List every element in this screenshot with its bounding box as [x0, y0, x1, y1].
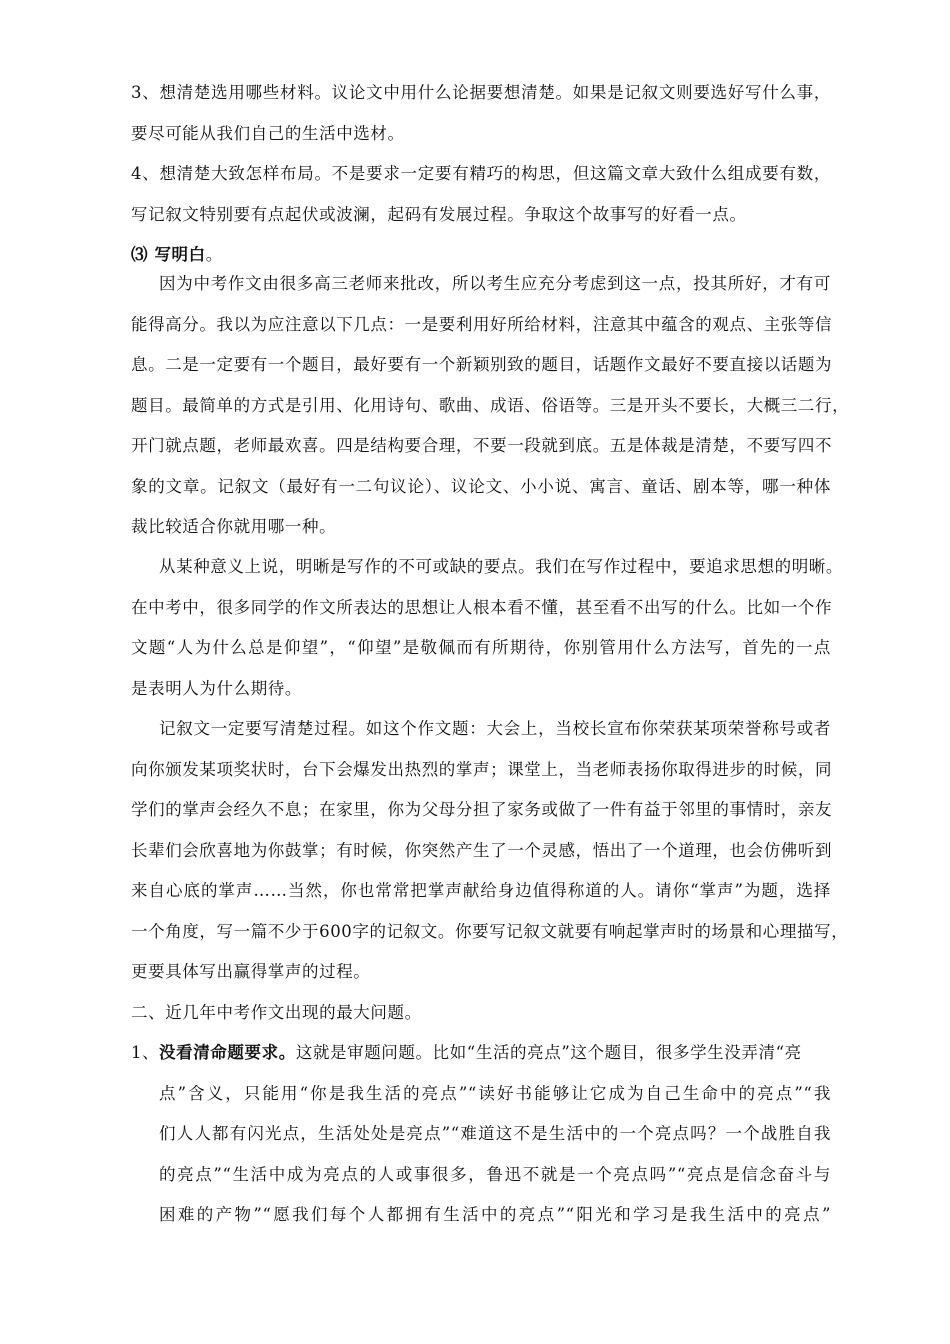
list-item-line: 的亮点”“生活中成为亮点的人或事很多，鲁迅不就是一个亮点吗”“亮点是信念奋斗与	[159, 1165, 831, 1184]
paragraph-line: 在中考中，很多同学的作文所表达的思想让人根本看不懂，甚至看不出写的什么。比如一个作	[131, 598, 833, 617]
paragraph-line: 来自心底的掌声……当然，你也常常把掌声献给身边值得称道的人。请你“掌声”为题，选择	[131, 881, 831, 900]
list-item-first-line	[131, 1043, 831, 1063]
list-item-number: 1、	[131, 1043, 160, 1062]
paragraph-line: 能得高分。我以为应注意以下几点：一是要利用好所给材料，注意其中蕴含的观点、主张等信	[131, 315, 833, 334]
paragraph-line: 记叙文一定要写清楚过程。如这个作文题：大会上，当校长宣布你荣获某项荣誉称号或者	[159, 719, 831, 738]
paragraph-line: 写记叙文特别要有点起伏或波澜，起码有发展过程。争取这个故事写的好看一点。	[131, 205, 747, 224]
section-title: 二、近几年中考作文出现的最大问题。	[131, 1003, 422, 1022]
paragraph-line: 长辈们会欣喜地为你鼓掌；有时候，你突然产生了一个灵感，悟出了一个道理，也会仿佛听到	[131, 841, 833, 860]
paragraph-line: 3、想清楚选用哪些材料。议论文中用什么论据要想清楚。如果是记叙文则要选好写什么事，	[131, 83, 831, 102]
list-item-line: 们人人都有闪光点，生活处处是亮点”“难道这不是生活中的一个亮点吗？一个战胜自我	[159, 1124, 831, 1143]
list-item-line: 点”含义，只能用“你是我生活的亮点”“读好书能够让它成为自己生命中的亮点”“我	[159, 1084, 831, 1103]
paragraph-line: 息。二是一定要有一个题目，最好要有一个新颖别致的题目，话题作文最好不要直接以话题为	[131, 355, 833, 374]
paragraph-line: 因为中考作文由很多高三老师来批改，所以考生应充分考虑到这一点，投其所好，才有可	[159, 274, 831, 293]
paragraph-line: 更要具体写出赢得掌声的过程。	[131, 962, 371, 981]
paragraph-line: 从某种意义上说，明晰是写作的不可或缺的要点。我们在写作过程中，要追求思想的明晰。	[159, 557, 843, 576]
section-heading	[131, 245, 831, 265]
paragraph-line: 裁比较适合你就用哪一种。	[131, 517, 337, 536]
paragraph-line: 是表明人为什么期待。	[131, 679, 302, 698]
list-item-bold-lead: 没看清命题要求。	[159, 1043, 296, 1062]
paragraph-line: 一个角度，写一篇不少于600字的记叙文。你要写记叙文就要有响起掌声时的场景和心理描写，	[131, 922, 849, 941]
section-heading-period: 。	[205, 245, 223, 264]
paragraph-line: 题目。最简单的方式是引用、化用诗句、歌曲、成语、俗语等。三是开头不要长，大概三二行，	[131, 396, 850, 415]
paragraph-line: 文题“人为什么总是仰望”，“仰望”是敬佩而有所期待，你别管用什么方法写，首先的一点	[131, 638, 831, 657]
paragraph-line: 向你颁发某项奖状时，台下会爆发出热烈的掌声；课堂上，当老师表扬你取得进步的时候，同	[131, 760, 833, 779]
list-item-rest: 这就是审题问题。比如“生活的亮点”这个题目，很多学生没弄清“亮	[295, 1043, 802, 1062]
paragraph-line: 4、想清楚大致怎样布局。不是要求一定要有精巧的构思，但这篇文章大致什么组成要有数，	[131, 164, 831, 183]
paragraph-line: 开门就点题，老师最欢喜。四是结构要合理，不要一段就到底。五是体裁是清楚，不要写四不	[131, 436, 833, 455]
section-heading-text: ⑶ 写明白	[131, 245, 206, 264]
list-item-line: 困难的产物”“愿我们每个人都拥有生活中的亮点”“阳光和学习是我生活中的亮点”	[159, 1205, 831, 1224]
paragraph-line: 学们的掌声会经久不息；在家里，你为父母分担了家务或做了一件有益于邻里的事情时，亲友	[131, 800, 833, 819]
paragraph-line: 要尽可能从我们自己的生活中选材。	[131, 124, 405, 143]
paragraph-line: 象的文章。记叙文（最好有一二句议论）、议论文、小小说、寓言、童话、剧本等，哪一种体	[131, 477, 831, 496]
